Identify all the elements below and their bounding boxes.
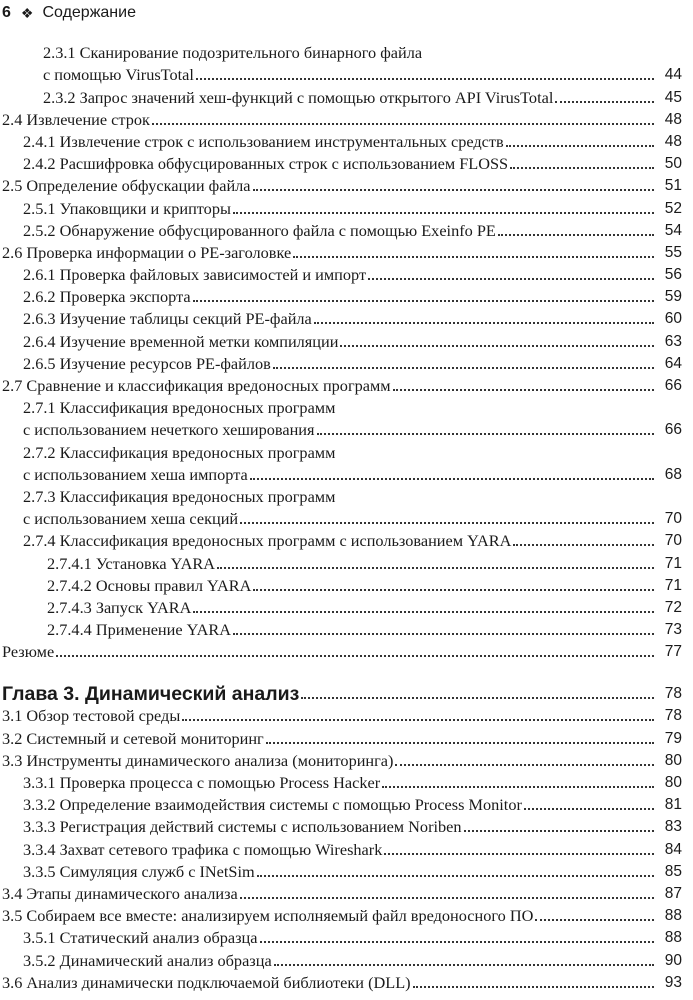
toc-entry[interactable]	[0, 883, 682, 905]
toc-entry-page: 83	[664, 818, 682, 836]
toc-entry-title: с использованием хеша секций	[23, 509, 239, 529]
ornament-icon: ❖	[20, 4, 34, 21]
toc-entry[interactable]	[0, 264, 682, 286]
dot-leader	[253, 589, 654, 591]
toc-entry[interactable]	[0, 508, 682, 530]
toc-entry[interactable]	[0, 552, 682, 574]
page-number: 6	[2, 4, 11, 21]
toc-entry[interactable]	[0, 641, 682, 663]
toc-entry-title: 3.3.5 Симуляция служб с INetSim	[23, 861, 255, 881]
toc-entry-title: 3.5.2 Динамический анализ образца	[23, 950, 272, 970]
dot-leader	[196, 78, 654, 80]
dot-leader	[384, 853, 654, 855]
toc-entry[interactable]	[0, 861, 682, 883]
toc-entry[interactable]	[0, 838, 682, 860]
dot-leader	[193, 300, 654, 302]
toc-entry-page: 87	[664, 884, 682, 902]
dot-leader	[513, 544, 654, 546]
toc-entry[interactable]	[0, 330, 682, 352]
toc-entry-page: 88	[664, 929, 682, 947]
chapter-heading[interactable]	[0, 673, 682, 705]
toc-entry-page: 51	[664, 177, 682, 195]
toc-entry-title: с использованием нечеткого хеширования	[23, 420, 315, 440]
table-of-contents	[0, 42, 682, 994]
toc-entry-page: 80	[664, 774, 682, 791]
dot-leader	[393, 389, 654, 391]
toc-entry-title: 2.6 Проверка информации о PE-заголовке	[2, 242, 292, 262]
toc-entry-title: 3.4 Этапы динамического анализа	[2, 883, 238, 903]
toc-entry-title: 3.3.4 Захват сетевого трафика с помощью Wireshark	[23, 839, 383, 859]
toc-entry-page: 90	[664, 951, 682, 969]
toc-entry[interactable]	[0, 375, 682, 397]
toc-entry-title: 3.3.1 Проверка процесса с помощью Process Hacker	[23, 773, 381, 792]
toc-entry[interactable]	[0, 131, 682, 153]
toc-entry-page: 93	[664, 973, 682, 991]
running-header	[2, 3, 136, 23]
dot-leader	[182, 719, 654, 721]
dot-leader	[340, 345, 654, 347]
dot-leader	[293, 256, 654, 258]
dot-leader	[152, 123, 654, 125]
dot-leader	[535, 919, 654, 921]
toc-entry[interactable]	[0, 949, 682, 971]
toc-entry[interactable]	[0, 816, 682, 838]
toc-entry-title: 3.1 Обзор тестовой среды	[2, 706, 181, 726]
dot-leader	[233, 633, 654, 635]
dot-leader	[257, 875, 654, 877]
toc-entry-page: 78	[664, 707, 682, 725]
toc-entry[interactable]	[0, 64, 682, 86]
toc-entry-title: 2.6.1 Проверка файловых зависимостей и импорт	[23, 265, 367, 285]
toc-entry[interactable]	[0, 353, 682, 375]
dot-leader	[193, 611, 654, 613]
toc-entry-title: 2.4.1 Извлечение строк с использованием инструментальных средств	[23, 131, 504, 151]
toc-entry-title: 3.5.1 Статический анализ образца	[23, 928, 258, 948]
toc-entry[interactable]	[0, 486, 682, 508]
toc-entry-title: 2.4 Извлечение строк	[2, 109, 150, 129]
dot-leader	[413, 986, 654, 988]
toc-entry[interactable]	[0, 794, 682, 816]
toc-entry-title: 2.5.2 Обнаружение обфусцированного файла с помощью Exeinfo PE	[23, 220, 496, 240]
toc-entry-title: 3.3.2 Определение взаимодействия системы с помощью Process Monitor	[23, 795, 522, 815]
dot-leader	[266, 742, 654, 744]
toc-entry[interactable]	[0, 972, 682, 994]
toc-entry[interactable]	[0, 153, 682, 175]
toc-entry-title: с помощью VirusTotal	[43, 65, 194, 85]
toc-entry[interactable]	[0, 42, 682, 64]
toc-entry-page: 56	[664, 266, 682, 284]
toc-entry-title: Глава 3. Динамический анализ	[2, 683, 300, 706]
toc-entry-page: 73	[664, 621, 682, 639]
dot-leader	[524, 808, 654, 810]
toc-entry[interactable]	[0, 905, 682, 927]
toc-entry-title: 2.6.2 Проверка экспорта	[23, 287, 191, 307]
dot-leader	[464, 830, 654, 832]
dot-leader	[273, 367, 654, 369]
dot-leader	[56, 655, 654, 657]
toc-entry-title: 2.7.2 Классификация вредоносных программ	[23, 442, 336, 462]
toc-entry-page: 60	[664, 310, 682, 328]
toc-entry-page: 54	[664, 221, 682, 239]
toc-entry-page: 48	[664, 110, 682, 128]
toc-entry-title: с использованием хеша импорта	[23, 464, 248, 484]
toc-entry-title: 2.5.1 Упаковщики и крипторы	[23, 198, 231, 218]
toc-entry-title: 3.6 Анализ динамически подключаемой библиотеки (DLL)	[2, 972, 411, 992]
toc-entry-title: 3.3 Инструменты динамического анализа (мониторинга)	[2, 750, 394, 770]
toc-entry-title: 2.7.4.3 Запуск YARA	[47, 597, 192, 617]
dot-leader	[368, 278, 654, 280]
toc-entry-page: 55	[664, 243, 682, 261]
toc-entry-title: 2.3.2 Запрос значений хеш-функций с помощью открытого API VirusTotal	[43, 87, 554, 107]
dot-leader	[274, 964, 654, 966]
toc-entry[interactable]	[0, 286, 682, 308]
dot-leader	[317, 433, 654, 435]
toc-entry-title: 3.2 Системный и сетевой мониторинг	[2, 728, 264, 748]
toc-entry-page: 68	[664, 465, 682, 483]
dot-leader	[510, 167, 654, 169]
toc-entry-title: 2.3.1 Сканирование подозрительного бинарного файла	[43, 43, 423, 63]
toc-entry-title: 2.7 Сравнение и классификация вредоносных программ	[2, 376, 391, 395]
toc-entry[interactable]	[0, 175, 682, 197]
toc-entry[interactable]	[0, 772, 682, 794]
toc-entry[interactable]	[0, 197, 682, 219]
toc-entry-page: 70	[664, 532, 682, 550]
header-title: Содержание	[42, 4, 136, 21]
toc-entry-page: 44	[664, 66, 682, 84]
toc-entry-page: 63	[664, 332, 682, 350]
toc-entry-page: 64	[664, 354, 682, 372]
toc-entry-page: 72	[664, 598, 682, 616]
toc-entry-page: 66	[664, 421, 682, 439]
toc-entry[interactable]	[0, 727, 682, 749]
toc-entry-title: 2.5 Определение обфускации файла	[2, 176, 251, 196]
dot-leader	[506, 145, 654, 147]
toc-entry-title: 2.7.4.4 Применение YARA	[47, 620, 231, 640]
toc-entry-page: 81	[664, 796, 682, 814]
toc-entry-title: 2.4.2 Расшифровка обфусцированных строк с использованием FLOSS	[23, 154, 509, 174]
toc-entry-title: 2.6.4 Изучение временной метки компиляции	[23, 331, 339, 351]
toc-entry-title: 2.7.3 Классификация вредоносных программ	[23, 486, 336, 506]
toc-entry-title: 2.6.3 Изучение таблицы секций PE-файла	[23, 309, 312, 329]
toc-entry-page: 79	[664, 729, 682, 747]
toc-entry[interactable]	[0, 575, 682, 597]
dot-leader	[395, 764, 654, 766]
toc-entry-title: 3.3.3 Регистрация действий системы с использованием Noriben	[23, 817, 462, 837]
toc-entry-page: 84	[664, 840, 682, 858]
toc-entry[interactable]	[0, 750, 682, 772]
toc-entry[interactable]	[0, 705, 682, 727]
toc-entry-title: 3.5 Собираем все вместе: анализируем исполняемый файл вредоносного ПО	[2, 906, 534, 926]
toc-entry-page: 71	[664, 576, 682, 594]
toc-entry-page: 85	[664, 862, 682, 880]
toc-entry[interactable]	[0, 242, 682, 264]
toc-entry-page: 45	[664, 88, 682, 106]
toc-entry-title: 2.7.1 Классификация вредоносных программ	[23, 398, 336, 418]
toc-entry[interactable]	[0, 109, 682, 131]
toc-entry-page: 88	[664, 907, 682, 925]
toc-entry-title: 2.7.4.1 Установка YARA	[47, 553, 216, 573]
toc-entry[interactable]	[0, 308, 682, 330]
toc-entry[interactable]	[0, 419, 682, 441]
dot-leader	[250, 478, 654, 480]
toc-entry-page: 80	[664, 751, 682, 769]
toc-entry-title: 2.7.4 Классификация вредоносных программ с использованием YARA	[23, 531, 512, 551]
dot-leader	[240, 522, 654, 524]
toc-entry-title: 2.7.4.2 Основы правил YARA	[47, 575, 252, 595]
toc-entry-page: 48	[664, 132, 682, 150]
toc-entry-page: 77	[664, 643, 682, 661]
toc-entry[interactable]	[0, 441, 682, 463]
dot-leader	[233, 212, 654, 214]
dot-leader	[314, 322, 654, 324]
toc-entry-page: 59	[664, 288, 682, 306]
toc-entry-page: 71	[664, 554, 682, 572]
toc-entry-title: Резюме	[2, 642, 55, 662]
toc-entry[interactable]	[0, 397, 682, 419]
toc-entry[interactable]	[0, 530, 682, 552]
dot-leader	[253, 189, 654, 191]
toc-entry-title: 2.6.5 Изучение ресурсов PE-файлов	[23, 353, 271, 373]
toc-entry-page: 66	[664, 377, 682, 394]
toc-entry[interactable]	[0, 927, 682, 949]
toc-entry[interactable]	[0, 597, 682, 619]
toc-entry-page: 52	[664, 199, 682, 217]
dot-leader	[555, 101, 654, 103]
toc-entry-page: 70	[664, 510, 682, 528]
toc-entry[interactable]	[0, 86, 682, 108]
toc-entry-page: 50	[664, 155, 682, 173]
dot-leader	[240, 897, 654, 899]
toc-entry[interactable]	[0, 220, 682, 242]
dot-leader	[498, 234, 654, 236]
dot-leader	[217, 567, 654, 569]
toc-entry[interactable]	[0, 464, 682, 486]
toc-entry[interactable]	[0, 619, 682, 641]
dot-leader	[260, 941, 655, 943]
dot-leader	[382, 786, 654, 788]
toc-entry-page: 78	[664, 685, 682, 703]
dot-leader	[301, 697, 654, 699]
